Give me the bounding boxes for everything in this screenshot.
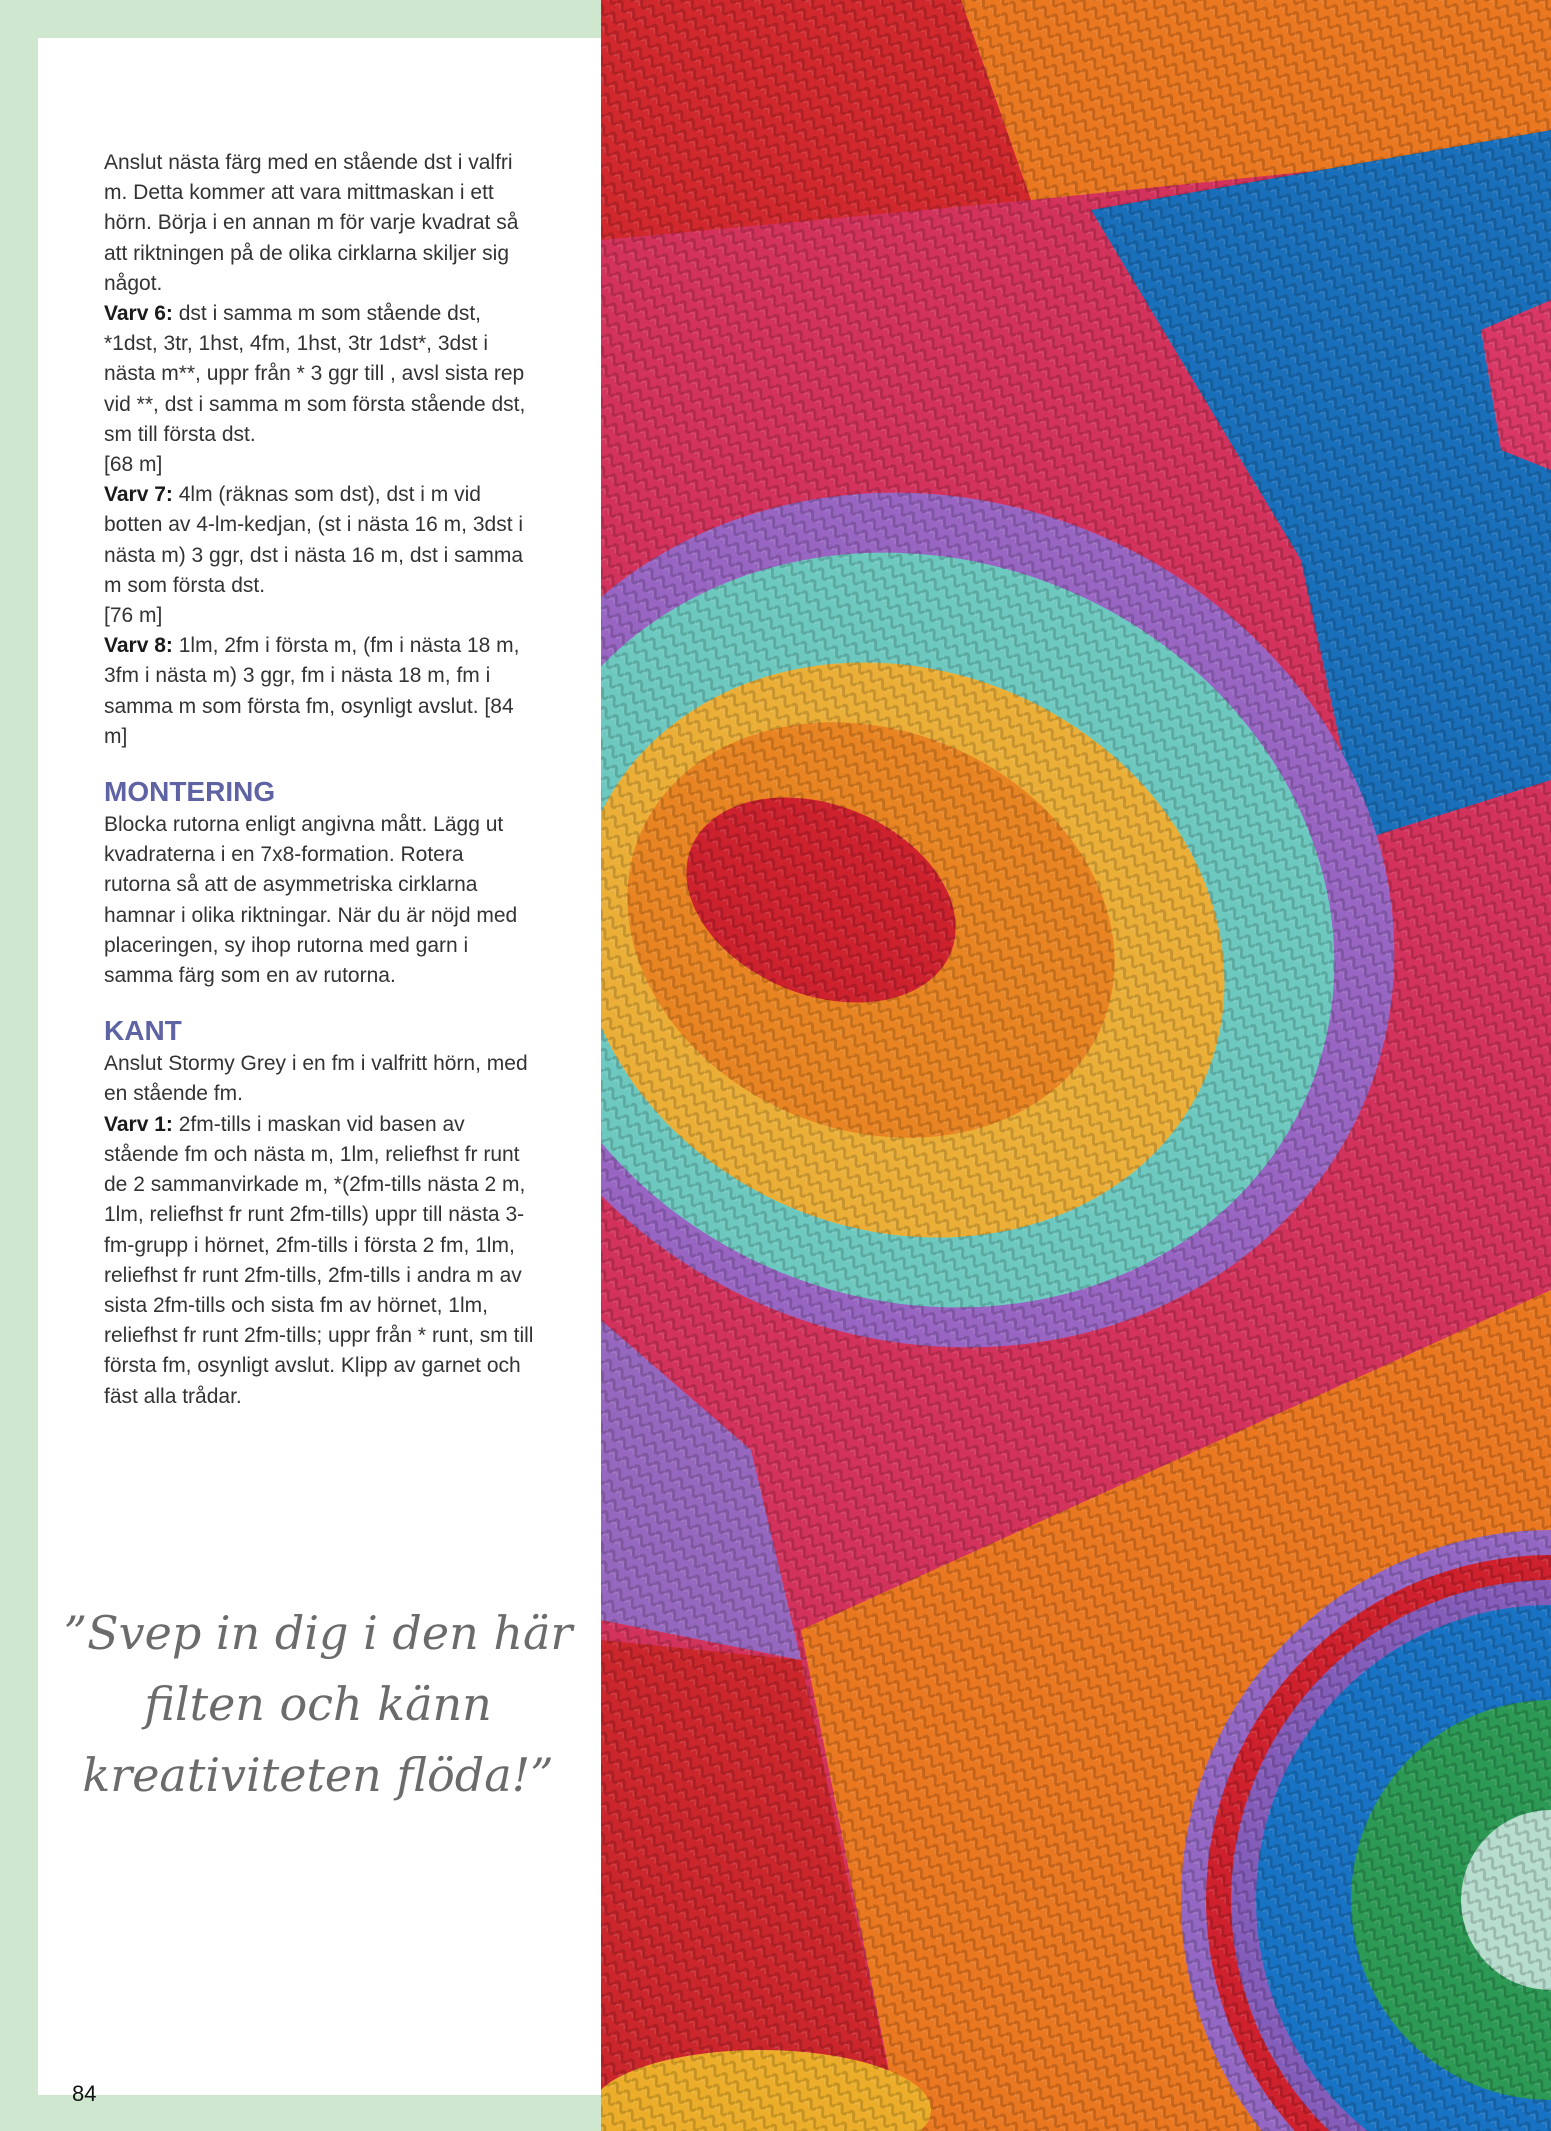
pull-quote: ”Svep in dig i den här filten och känn kreativiteten flöda!” — [63, 1606, 573, 1802]
row-6-paragraph — [104, 299, 534, 450]
row-8-text: 1lm, 2fm i första m, (fm i nästa 18 m, 3fm i nästa m) 3 ggr, fm i nästa 18 m, fm i samma m som första fm, osynligt avslut. [84 m] — [104, 634, 520, 748]
kant-row-1-paragraph — [104, 1110, 534, 1412]
kant-row-1-text: 2fm-tills i maskan vid basen av stående fm och nästa m, 1lm, reliefhst fr runt de 2 sammanvirkade m, *(2fm-tills nästa 2 m, 1lm, reliefhst fr runt 2fm-tills) uppr till nästa 3-fm-grupp i hörnet, 2fm-tills i första 2 fm, 1lm, reliefhst fr runt 2fm-tills, 2fm-tills i andra m av sista 2fm-tills och sista fm av hörnet, 1lm, reliefhst fr runt 2fm-tills; uppr från * runt, sm till första fm, osynligt avslut. Klipp av garnet och fäst alla trådar. — [104, 1112, 534, 1408]
montering-heading: MONTERING — [104, 776, 276, 808]
montering-text: Blocka rutorna enligt angivna mått. Lägg ut kvadraterna i en 7x8-formation. Rotera rutorna så att de asymmetriska cirklarna hamnar i olika riktningar. När du är nöjd med placeringen, sy ihop rutorna med garn i samma färg som en av rutorna. — [104, 813, 518, 988]
crochet-blanket-photo — [601, 0, 1551, 2131]
row-6-text: dst i samma m som stående dst, *1dst, 3tr, 1hst, 4fm, 1hst, 3tr 1dst*, 3dst i nästa m**, uppr från * 3 ggr till , avsl sista rep vid **, dst i samma m som första stående dst, sm till första dst. — [104, 302, 526, 446]
row-6-label: Varv 6: — [104, 302, 173, 326]
row-6-count: [68 m] — [104, 453, 163, 477]
row-7-label: Varv 7: — [104, 483, 173, 507]
kant-heading: KANT — [104, 1015, 182, 1047]
kant-row-1-label: Varv 1: — [104, 1112, 173, 1136]
row-8-paragraph — [104, 631, 534, 752]
kant-intro: Anslut Stormy Grey i en fm i valfritt hörn, med en stående fm. — [104, 1052, 528, 1106]
intro-paragraph: Anslut nästa färg med en stående dst i valfri m. Detta kommer att vara mittmaskan i ett hörn. Börja i en annan m för varje kvadrat så att riktningen på de olika cirklarna skiljer sig något. — [104, 151, 519, 295]
pattern-instructions — [104, 148, 534, 1412]
row-7-text: 4lm (räknas som dst), dst i m vid botten av 4-lm-kedjan, (st i nästa 16 m, 3dst i nästa m) 3 ggr, dst i nästa 16 m, dst i samma m som första dst. — [104, 483, 524, 597]
row-7-count: [76 m] — [104, 604, 163, 628]
row-7-paragraph — [104, 480, 534, 601]
page-number: 84 — [72, 2081, 97, 2106]
row-8-label: Varv 8: — [104, 634, 173, 658]
text-page — [38, 38, 601, 2106]
